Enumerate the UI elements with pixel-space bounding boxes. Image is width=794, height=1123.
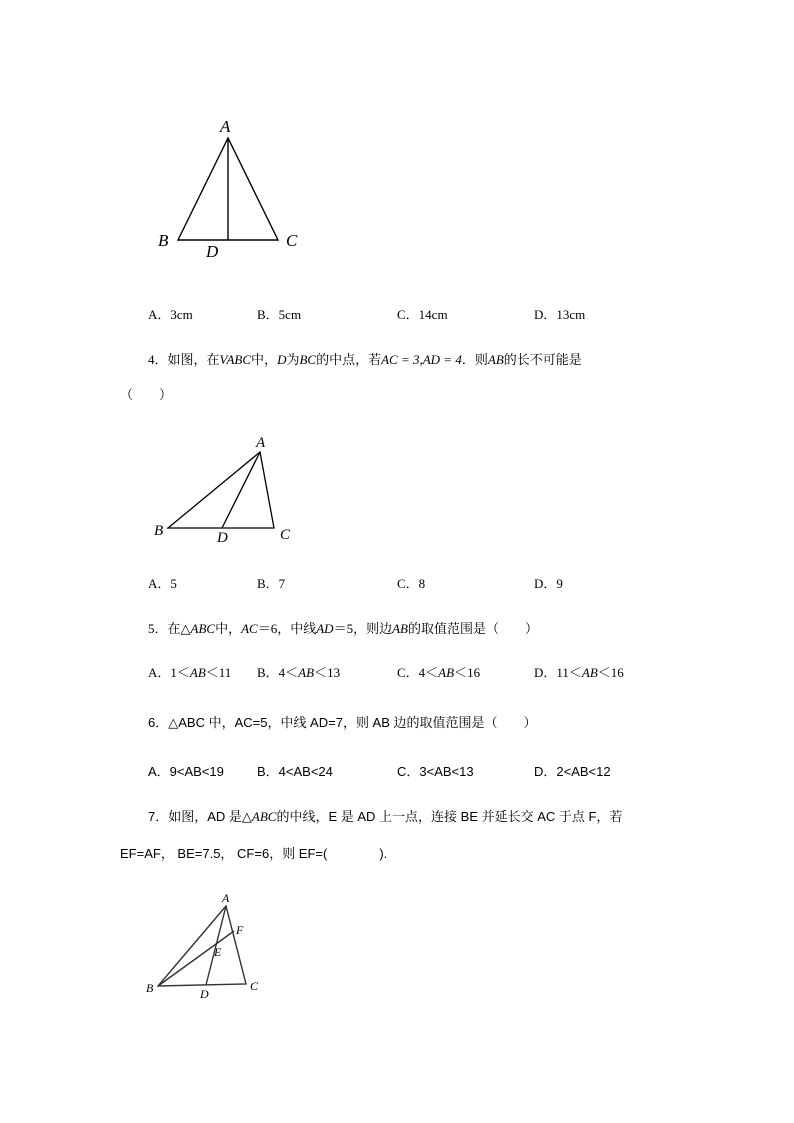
q4-mid4: ．则	[461, 352, 488, 367]
q6-options	[148, 761, 708, 781]
question-7-line-1	[148, 806, 622, 825]
label-a-2: A	[256, 435, 266, 451]
q5-b-post: ＜13	[314, 665, 341, 680]
question-4-line-2	[120, 384, 172, 403]
q5-a-pre: A．1＜	[148, 665, 190, 680]
q5-ad: AD	[316, 621, 334, 636]
q4-mid1: 中，	[251, 352, 278, 367]
q5-d-post: ＜16	[597, 665, 624, 680]
q5-prefix: 5．在△	[148, 621, 191, 636]
q5-suffix: 的取值范围是（ ）	[407, 621, 538, 636]
q3-option-b[interactable]: B．5cm	[257, 307, 302, 322]
q5-b-var: AB	[298, 665, 315, 680]
q4-d: D	[277, 352, 287, 367]
label-c-2: C	[280, 527, 291, 543]
label-f-3: F	[236, 923, 244, 937]
q5-c-var: AB	[438, 665, 455, 680]
q5-b-pre: B．4＜	[257, 665, 299, 680]
question-4-line-1	[148, 349, 582, 368]
q5-c-post: ＜16	[454, 665, 481, 680]
q7-abc: ABC	[251, 809, 277, 824]
label-d-3: D	[200, 987, 209, 1001]
q4-tri: VABC	[219, 352, 252, 367]
q5-ab: AB	[392, 621, 408, 636]
q6-option-c[interactable]: C．3<AB<13	[397, 764, 474, 779]
question-6: 6．△ABC 中，AC=5，中线 AD=7，则 AB 边的取值范围是（ ）	[148, 715, 537, 730]
triangle-abc-2	[168, 452, 274, 528]
q5-d-var: AB	[581, 665, 598, 680]
triangle-abc-3	[158, 906, 246, 986]
q5-a-post: ＜11	[205, 665, 232, 680]
question-7-line-2: EF=AF， BE=7.5， CF=6，则 EF=( ).	[120, 846, 388, 861]
q7-line1-rest: 的中线，E 是 AD 上一点，连接 BE 并延长交 AC 于点 F，若	[276, 809, 623, 824]
q5-mid3: ＝5，则边	[333, 621, 393, 636]
q5-ac: AC	[241, 621, 258, 636]
q5-abc: ABC	[190, 621, 216, 636]
q4-suffix: 的长不可能是	[503, 352, 582, 367]
label-a-1: A	[220, 117, 231, 136]
q5-options	[148, 662, 708, 682]
q3-option-d[interactable]: D．13cm	[534, 307, 586, 322]
label-b-2: B	[154, 523, 164, 539]
question-5	[148, 618, 538, 637]
q5-c-pre: C．4＜	[397, 665, 439, 680]
label-d-2: D	[217, 530, 228, 546]
q4-prefix: 4．如图，在	[148, 352, 220, 367]
q4-mid3: 的中点，若	[316, 352, 382, 367]
q5-d-pre: D．11＜	[534, 665, 582, 680]
segment-ad-2	[222, 452, 260, 528]
figure-1-triangle	[150, 110, 320, 270]
label-e-3: E	[214, 945, 222, 959]
q3-option-c[interactable]: C．14cm	[397, 307, 448, 322]
q6-option-b[interactable]: B．4<AB<24	[257, 764, 333, 779]
q6-option-a[interactable]: A．9<AB<19	[148, 764, 224, 779]
q7-prefix: 7．如图，AD 是△	[148, 809, 252, 824]
q4-answer-paren: （ ）	[120, 387, 173, 402]
q4-cond: AC = 3,AD = 4	[381, 352, 462, 367]
q5-mid2: ＝6，中线	[257, 621, 317, 636]
q5-option-a[interactable]	[148, 662, 231, 681]
q3-options	[148, 304, 708, 324]
q5-option-c[interactable]	[397, 662, 480, 681]
q4-mid2: 为	[286, 352, 300, 367]
q6-option-d[interactable]: D．2<AB<12	[534, 764, 611, 779]
q4-bc: BC	[299, 352, 317, 367]
figure-2-triangle	[150, 432, 310, 547]
q5-option-b[interactable]	[257, 662, 340, 681]
figure-3-triangle	[140, 888, 280, 1008]
label-b-1: B	[158, 231, 169, 250]
q5-option-d[interactable]	[534, 662, 624, 681]
label-c-1: C	[286, 231, 298, 250]
q5-a-var: AB	[189, 665, 206, 680]
label-a-3: A	[222, 891, 230, 905]
q4-option-b[interactable]: B．7	[257, 576, 286, 591]
q3-option-a[interactable]: A．3cm	[148, 307, 193, 322]
segment-bf-3	[158, 931, 234, 986]
q4-option-d[interactable]: D．9	[534, 576, 563, 591]
label-b-3: B	[146, 981, 154, 995]
label-c-3: C	[250, 979, 259, 993]
q5-mid1: 中，	[215, 621, 242, 636]
q4-option-c[interactable]: C．8	[397, 576, 426, 591]
label-d-1: D	[206, 242, 219, 261]
q4-options	[148, 573, 708, 593]
q4-ab: AB	[487, 352, 504, 367]
q4-option-a[interactable]: A．5	[148, 576, 177, 591]
